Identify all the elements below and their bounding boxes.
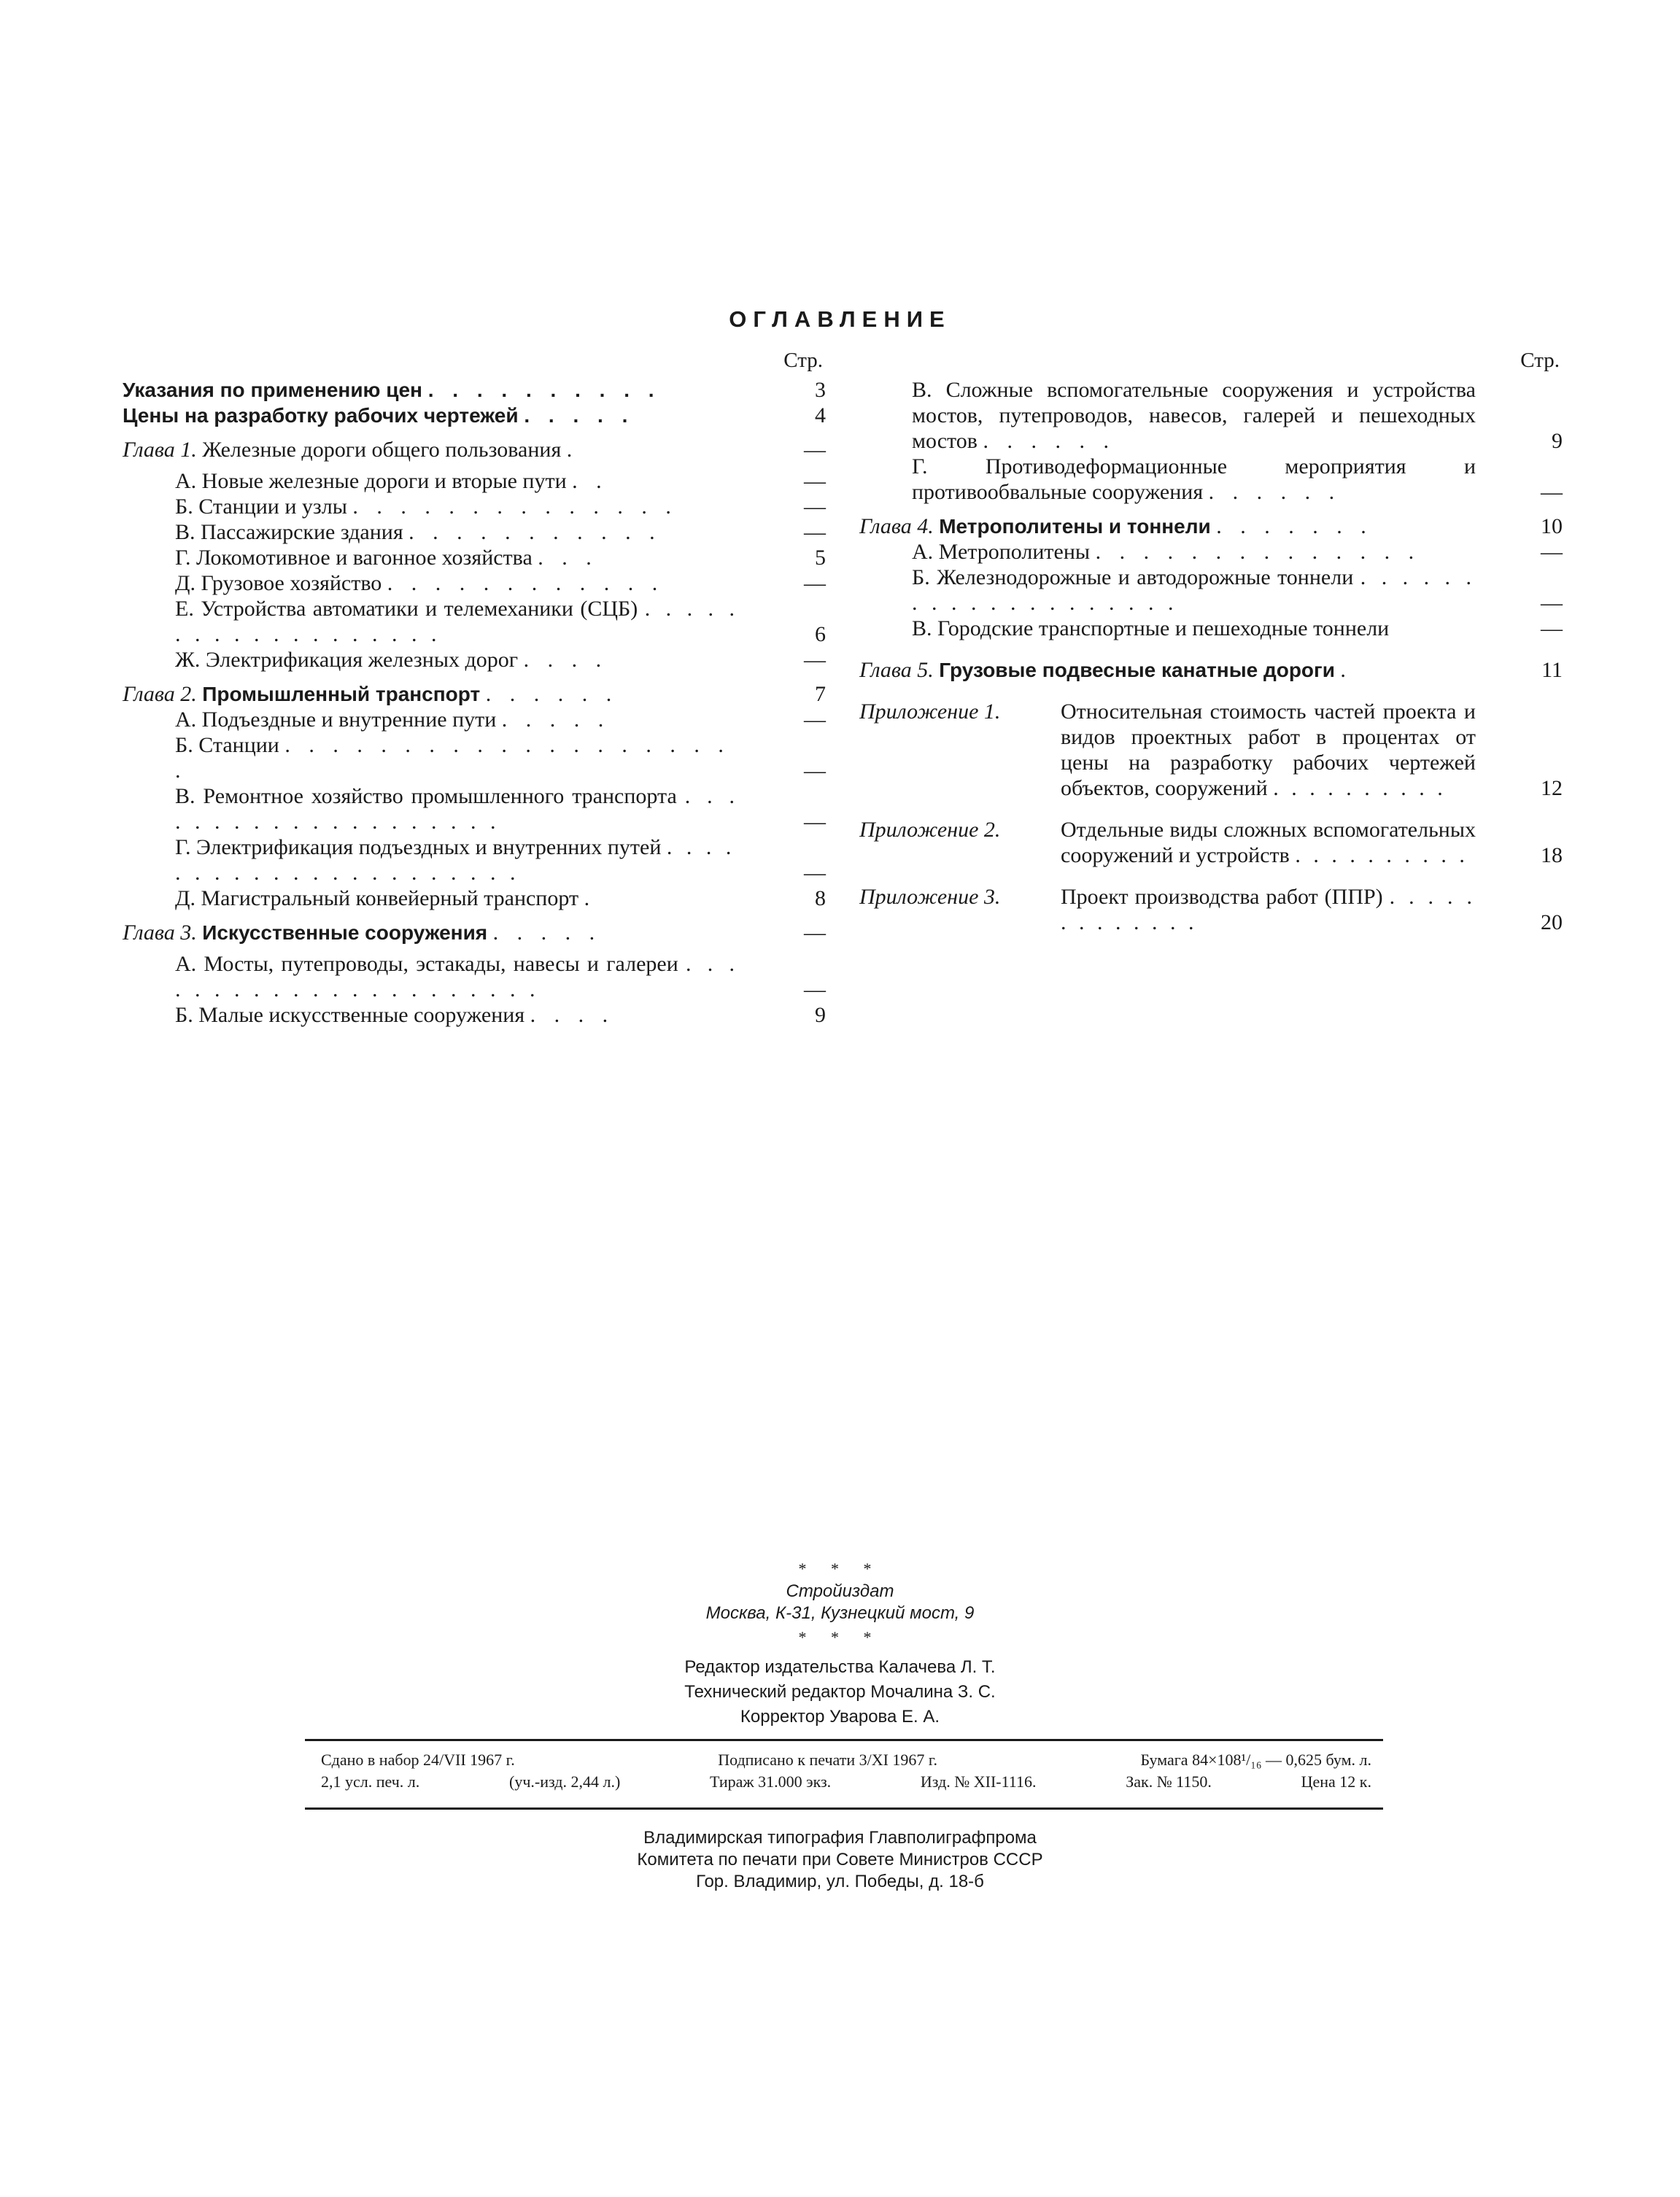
toc-entry[interactable] — [859, 616, 1567, 641]
toc-entry[interactable] — [859, 539, 1567, 565]
pub-field: Зак. № 1150. — [1126, 1772, 1212, 1791]
toc-entry[interactable] — [123, 519, 830, 545]
pub-field: 2,1 усл. печ. л. — [321, 1772, 420, 1791]
entry-page: — — [1541, 540, 1563, 564]
entry-page: 5 — [815, 546, 826, 570]
toc-entry[interactable] — [123, 545, 830, 570]
chapter-title: Искусственные сооружения — [202, 921, 488, 944]
entry-label: Указания по применению цен — [123, 379, 422, 401]
toc-left-column — [123, 349, 830, 1028]
toc-entry[interactable] — [123, 468, 830, 494]
leader-dots: . . . — [538, 546, 598, 570]
entry-page: — — [804, 520, 826, 544]
chapter-heading[interactable] — [859, 657, 1567, 683]
page-title: ОГЛАВЛЕНИЕ — [729, 306, 951, 332]
entry-label: А. Подъездные и внутренние пути — [175, 708, 497, 732]
chapter-heading[interactable] — [123, 437, 830, 462]
entry-page: 18 — [1541, 843, 1563, 867]
chapter-prefix: Глава 1. — [123, 438, 197, 462]
appendix-entry[interactable] — [859, 884, 1567, 935]
leader-dots: . — [566, 438, 579, 462]
toc-entry[interactable] — [123, 732, 830, 783]
printer-address: Гор. Владимир, ул. Победы, д. 18-б — [696, 1872, 984, 1891]
pub-field: Подписано к печати 3/XI 1967 г. — [718, 1751, 937, 1769]
toc-entry[interactable] — [859, 454, 1567, 505]
leader-dots: . . . . . — [524, 404, 635, 427]
pub-field: (уч.-изд. 2,44 л.) — [509, 1772, 621, 1791]
divider — [305, 1739, 1383, 1741]
leader-dots: . . . . . . . . . . . . . — [1061, 885, 1476, 934]
leader-dots: . . . . . . — [485, 682, 619, 706]
leader-dots: . . . . . . . . . . . . . . — [1095, 540, 1421, 564]
leader-dots: . . . . . . . . . . — [1295, 843, 1468, 867]
entry-label: Отдельные виды сложных вспомогательных сооружений и устройств — [1061, 818, 1476, 867]
leader-dots: . . . . . — [492, 921, 602, 945]
entry-label: Б. Станции и узлы — [175, 495, 347, 519]
entry-label: Г. Электрификация подъездных и внутренних путей — [175, 835, 662, 859]
chapter-prefix: Глава 3. — [123, 921, 197, 945]
leader-dots: . — [584, 886, 597, 910]
toc-entry[interactable] — [123, 886, 830, 911]
leader-dots: . . . . . . . . . . . . . . . . . . . . . . — [175, 835, 736, 885]
publication-data — [321, 1749, 1371, 1793]
entry-page: — — [804, 495, 826, 519]
chapter-heading[interactable] — [123, 681, 830, 707]
publisher-name: Стройиздат — [786, 1581, 894, 1601]
leader-dots: . . . . . . . . . . . . . . . . . . . — [175, 597, 740, 646]
page-col-label: Стр. — [783, 349, 823, 372]
toc-entry[interactable] — [123, 570, 830, 596]
chapter-prefix: Глава 4. — [859, 514, 934, 538]
leader-dots: . . . . . . . . . . — [427, 379, 661, 401]
printer-line: Владимирская типография Главполиграфпрома — [643, 1828, 1037, 1848]
entry-label: Б. Станции — [175, 733, 279, 757]
entry-page: — — [804, 977, 826, 1001]
entry-page: — — [804, 861, 826, 885]
entry-label: А. Метрополитены — [912, 540, 1091, 564]
leader-dots: . . . . . . . . . . — [1273, 776, 1447, 800]
appendix-prefix: Приложение 1. — [859, 700, 1001, 724]
entry-label: Цены на разработку рабочих чертежей — [123, 404, 519, 427]
entry-label: В. Городские транспортные и пешеходные тоннели — [912, 616, 1390, 640]
entry-label: В. Пассажирские здания — [175, 520, 403, 544]
entry-label: Проект производства работ (ППР) — [1061, 885, 1383, 909]
toc-entry[interactable] — [123, 494, 830, 519]
entry-label: Д. Грузовое хозяйство — [175, 571, 382, 595]
chapter-heading[interactable] — [859, 514, 1567, 539]
entry-page: 11 — [1541, 658, 1563, 682]
toc-entry[interactable] — [123, 951, 830, 1002]
toc-entry[interactable] — [123, 596, 830, 647]
entry-label: Г. Локомотивное и вагонное хозяйства — [175, 546, 533, 570]
entry-page: 3 — [815, 378, 826, 402]
separator-stars: * * * — [798, 1628, 882, 1646]
toc-entry[interactable] — [123, 377, 830, 403]
entry-page: 7 — [815, 682, 826, 706]
entry-page: — — [1541, 616, 1563, 640]
publisher-address: Москва, К-31, Кузнецкий мост, 9 — [705, 1603, 975, 1623]
entry-label: Относительная стоимость частей проекта и видов проектных работ в процентах от цены на разработку рабочих чертежей объектов, сооружений — [1061, 700, 1476, 800]
chapter-title: Промышленный транспорт — [202, 683, 481, 705]
entry-page: 4 — [815, 403, 826, 427]
entry-page: 6 — [815, 622, 826, 646]
leader-dots: . . — [572, 469, 608, 493]
entry-page: — — [804, 810, 826, 834]
entry-page: 8 — [815, 886, 826, 910]
leader-dots: . . . . — [530, 1003, 615, 1027]
leader-dots: . . . . . . . — [1216, 514, 1373, 538]
page-col-label: Стр. — [1520, 349, 1560, 372]
entry-label: В. Сложные вспомогательные сооружения и устройства мостов, путепроводов, навесов, галерей и пешеходных мостов — [912, 378, 1476, 453]
leader-dots: . . . . . . . . . . . . . . . . . . . . . . — [175, 952, 740, 1001]
entry-label: Е. Устройства автоматики и телемеханики (СЦБ) — [175, 597, 638, 621]
leader-dots: . . . . . . . . . . . . . . . . . . . . — [175, 784, 740, 834]
appendix-prefix: Приложение 2. — [859, 818, 1001, 842]
corrector-line: Корректор Уварова Е. А. — [740, 1707, 940, 1727]
toc-entry[interactable] — [859, 565, 1567, 616]
entry-page: — — [804, 571, 826, 595]
entry-label: Ж. Электрификация железных дорог — [175, 648, 519, 672]
leader-dots: . . . . . . — [1208, 480, 1342, 504]
leader-dots: . . . . . . — [983, 429, 1115, 453]
leader-dots: . . . . . . . . . . . . . . . . . . . . — [912, 565, 1476, 615]
entry-label: Б. Железнодорожные и автодорожные тоннели — [912, 565, 1354, 589]
pub-field: Сдано в набор 24/VII 1967 г. — [321, 1751, 515, 1769]
entry-page: 12 — [1541, 776, 1563, 800]
editor-line: Редактор издательства Калачева Л. Т. — [684, 1657, 996, 1677]
entry-label: А. Мосты, путепроводы, эстакады, навесы и галереи — [175, 952, 678, 976]
toc-entry[interactable] — [123, 834, 830, 886]
entry-page: — — [804, 438, 826, 462]
toc-entry[interactable] — [123, 403, 830, 428]
entry-label: Б. Малые искусственные сооружения — [175, 1003, 525, 1027]
entry-page: — — [804, 648, 826, 672]
entry-page: 10 — [1541, 514, 1563, 538]
leader-dots: . . . . . . . . . . . — [409, 520, 662, 544]
chapter-prefix: Глава 5. — [859, 658, 934, 682]
entry-label: В. Ремонтное хозяйство промышленного транспорта — [175, 784, 677, 808]
appendix-entry[interactable] — [859, 817, 1567, 868]
leader-dots: . . . . . — [501, 708, 611, 732]
entry-page: 9 — [1552, 429, 1563, 453]
separator-stars: * * * — [798, 1559, 882, 1578]
pub-field: Бумага 84×108¹/₁₆ — 0,625 бум. л. — [1140, 1751, 1371, 1769]
entry-page: — — [804, 921, 826, 945]
tech-editor-line: Технический редактор Мочалина З. С. — [684, 1682, 996, 1702]
chapter-prefix: Глава 2. — [123, 682, 197, 706]
leader-dots: . . . . . . . . . . . . . . . . . . . . — [175, 733, 730, 783]
entry-page: 20 — [1541, 910, 1563, 934]
printer-line: Комитета по печати при Совете Министров СССР — [637, 1850, 1043, 1869]
leader-dots: . . . . — [523, 648, 608, 672]
chapter-title: Грузовые подвесные канатные дороги — [939, 659, 1335, 681]
leader-dots: . . . . . . . . . . . . — [387, 571, 665, 595]
chapter-title: Железные дороги общего пользования — [202, 438, 562, 462]
pub-field: Цена 12 к. — [1301, 1772, 1371, 1791]
entry-label: А. Новые железные дороги и вторые пути — [175, 469, 567, 493]
entry-label: Г. Противодеформационные мероприятия и противообвальные сооружения — [912, 454, 1476, 504]
leader-dots: . . . . . . . . . . . . . . — [352, 495, 678, 519]
entry-page: — — [804, 759, 826, 783]
divider — [305, 1807, 1383, 1810]
toc-entry[interactable] — [123, 707, 830, 732]
entry-page: — — [1541, 480, 1563, 504]
toc-entry[interactable] — [123, 1002, 830, 1028]
chapter-heading[interactable] — [123, 920, 830, 945]
entry-page: — — [804, 708, 826, 732]
pub-field: Изд. № XII-1116. — [920, 1772, 1037, 1791]
entry-label: Д. Магистральный конвейерный транспорт — [175, 886, 579, 910]
toc-entry[interactable] — [123, 783, 830, 834]
pub-field: Тираж 31.000 экз. — [710, 1772, 832, 1791]
leader-dots: . — [1340, 658, 1352, 682]
entry-page: 9 — [815, 1003, 826, 1027]
toc-right-column — [859, 349, 1567, 935]
toc-entry[interactable] — [859, 377, 1567, 454]
entry-page: — — [1541, 591, 1563, 615]
entry-page: — — [804, 469, 826, 493]
toc-entry[interactable] — [123, 647, 830, 673]
appendix-entry[interactable] — [859, 699, 1567, 801]
chapter-title: Метрополитены и тоннели — [939, 515, 1211, 538]
appendix-prefix: Приложение 3. — [859, 885, 1001, 909]
